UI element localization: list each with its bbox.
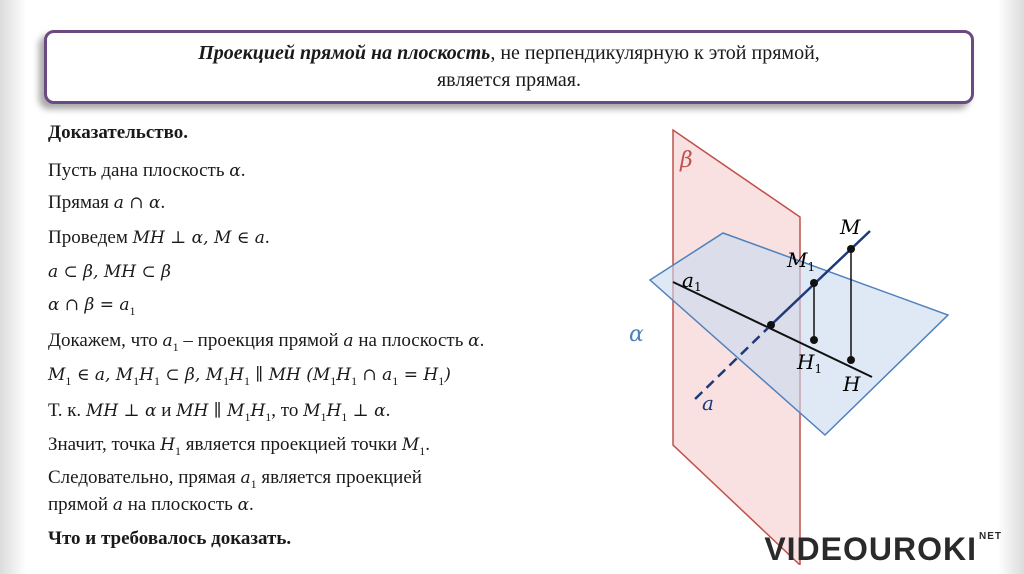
proof-subscript: 1 [351,373,358,388]
proof-subscript: 1 [244,409,251,424]
label-beta: β [680,148,693,173]
proof-subscript: 1 [250,476,257,491]
proof-math: H [229,365,244,385]
proof-line-7 [48,364,451,389]
proof-subscript: 1 [129,303,136,318]
theorem-box [44,30,974,104]
proof-math: α [468,331,480,351]
proof-subscript: 1 [330,373,337,388]
conclusion: Что и требовалось доказать. [48,528,292,549]
projection-diagram [610,125,990,565]
proof-subscript: 1 [154,373,160,388]
right-edge-shade [998,0,1024,574]
proof-text: на плоскость [353,330,469,351]
proof-subscript: 1 [175,443,182,458]
proof-math: H [139,365,154,385]
proof-subscript: 1 [223,373,230,388]
proof-text: и [156,400,177,421]
theorem-text [198,40,820,94]
proof-text: – проекция прямой [178,330,344,351]
proof-math: α [229,161,241,181]
proof-math: H [250,401,266,421]
proof-line-4 [48,261,171,283]
proof-math: M [303,401,321,421]
proof-line-1 [48,160,246,182]
proof-math: a ⊂ β, MH ⊂ β [48,262,171,282]
point-intersection [767,321,775,329]
proof-math: ⊂ β, M [160,365,224,385]
proof-math: MH ⊥ α [85,401,157,421]
proof-math: M [401,435,420,455]
proof-subscript: 1 [65,373,72,388]
proof-math: a [162,331,173,351]
proof-math: a ∩ α [113,193,161,213]
theorem-term: Проекцией прямой на плоскость [198,42,491,64]
point-H [847,356,855,364]
proof-text: . [385,400,391,421]
proof-text: . [160,192,166,213]
proof-math: ⊥ α [347,401,386,421]
proof-line-3 [48,227,270,249]
proof-text: Т. к. [48,400,86,421]
label-a1: $a_1$ [682,268,702,294]
proof-math: a [343,331,354,351]
point-H1 [810,336,818,344]
proof-text: Следовательно, прямая [48,467,241,488]
proof-math: MH ∥ M [176,401,245,421]
proof-math: a [240,468,251,488]
proof-subscript: 1 [419,443,426,458]
label-M1: $M_1$ [787,248,816,274]
proof-math: H [326,401,342,421]
proof-subscript: 1 [243,373,250,388]
proof-title: Доказательство. [48,122,188,143]
proof-text: прямой [48,494,113,515]
proof-text: . [425,434,431,455]
proof-text: , то [271,400,304,421]
point-M [847,245,855,253]
proof-line-11 [48,494,254,516]
label-alpha: α [629,322,644,347]
proof-line-8 [48,400,390,425]
proof-line-9 [48,434,430,459]
proof-line-10 [48,467,422,492]
proof-subscript: 1 [438,373,445,388]
proof-math: MH ⊥ α, M ∈ a [132,228,265,248]
proof-math: a [112,495,123,515]
proof-line-5 [48,294,136,319]
proof-text: . [264,227,270,248]
proof-subscript: 1 [392,373,399,388]
proof-math: H [336,365,352,385]
label-H1: $H_1$ [797,350,823,376]
proof-text: . [479,330,485,351]
logo-main: VIDEOUROKI [764,531,977,567]
proof-text: Значит, точка [48,434,161,455]
proof-text: . [249,494,254,515]
proof-math: = H [398,365,439,385]
proof-math: ) [444,365,451,385]
logo-suffix: NET [979,531,1002,542]
proof-text: . [240,160,246,181]
proof-text: является проекцией точки [181,434,402,455]
proof-math: H [160,435,176,455]
proof-line-2 [48,192,165,214]
left-edge-shade [0,0,26,574]
proof-text: Прямая [48,192,114,213]
label-H: H [843,372,861,396]
proof-math: ∩ a [357,365,393,385]
proof-math: ∈ a, M [71,365,134,385]
proof-subscript: 1 [133,373,140,388]
proof-subscript: 1 [341,409,348,424]
theorem-rest-1: , не перпендикулярную к этой прямой, [490,42,820,64]
proof-math: ∥ MH (M [249,365,331,385]
theorem-rest-2: является прямая. [436,69,581,91]
label-a: a [702,391,714,415]
proof-text: является проекцией [256,467,422,488]
proof-subscript: 1 [320,409,327,424]
videouroki-logo [764,531,1002,568]
proof-text: на плоскость [123,494,238,515]
proof-line-6 [48,330,484,355]
proof-math: M [48,365,66,385]
label-M: M [840,215,861,239]
point-M1 [810,279,818,287]
proof-text: Проведем [48,227,133,248]
proof-subscript: 1 [172,339,179,354]
proof-math: α ∩ β = a [48,295,130,315]
proof-subscript: 1 [265,409,272,424]
proof-math: α [237,495,250,515]
proof-text: Докажем, что [48,330,163,351]
proof-text: Пусть дана плоскость [48,160,230,181]
